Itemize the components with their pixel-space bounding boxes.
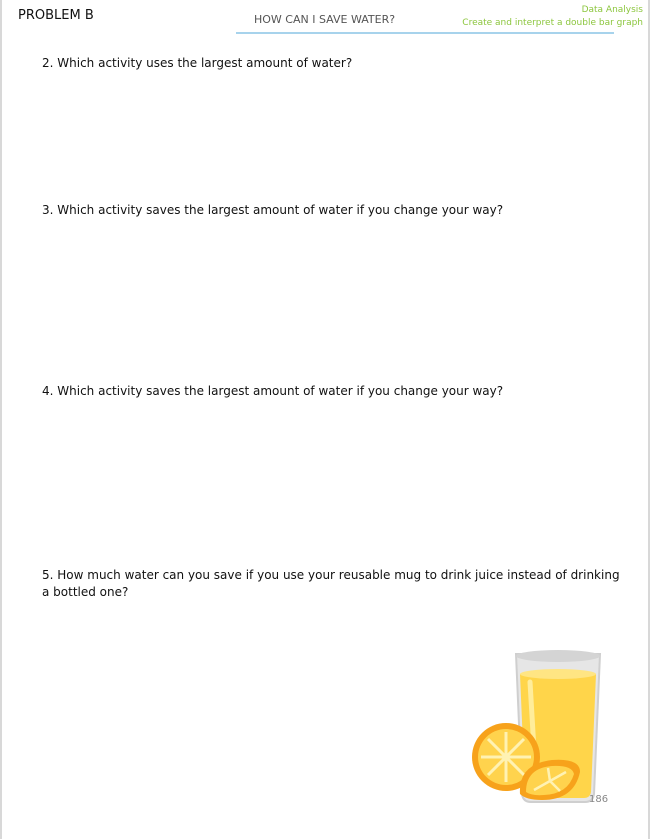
page-border-left — [0, 0, 2, 839]
page-number: 186 — [589, 794, 609, 805]
orange-juice-glass-icon — [462, 644, 612, 804]
worksheet-title: HOW CAN I SAVE WATER? — [254, 13, 396, 26]
header-divider — [236, 32, 614, 34]
problem-label: PROBLEM B — [18, 8, 94, 23]
subject-label: Data Analysis — [581, 5, 643, 15]
question-2: 2. Which activity uses the largest amount of water? — [42, 56, 353, 70]
question-5: 5. How much water can you save if you use your reusable mug to drink juice instead of drinking a bottled one? — [42, 568, 620, 599]
header-subject-block — [462, 4, 643, 30]
question-4: 4. Which activity saves the largest amount of water if you change your way? — [42, 384, 504, 398]
topic-label: Create and interpret a double bar graph — [462, 18, 643, 28]
question-3: 3. Which activity saves the largest amount of water if you change your way? — [42, 203, 504, 217]
